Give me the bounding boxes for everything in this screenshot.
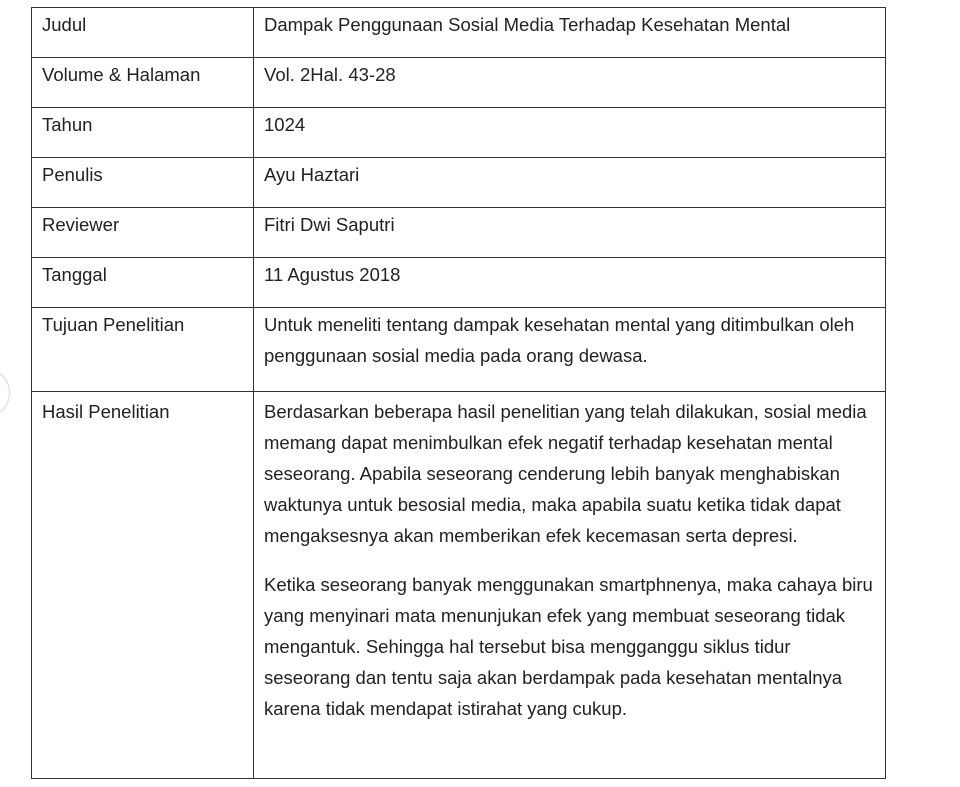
row-label: Tanggal xyxy=(32,258,254,308)
table-row-reviewer xyxy=(32,208,886,258)
table-row-tujuan-penelitian xyxy=(32,308,886,392)
row-value: Fitri Dwi Saputri xyxy=(254,208,886,258)
row-label: Tahun xyxy=(32,108,254,158)
result-paragraph: Berdasarkan beberapa hasil penelitian yang telah dilakukan, sosial media memang dapat menimbulkan efek negatif terhadap kesehatan mental seseorang. Apabila seseorang cenderung lebih banyak menghabiskan waktunya untuk besosial media, maka apabila suatu ketika tidak dapat mengaksesnya akan memberikan efek kecemasan serta depresi. xyxy=(264,401,867,546)
row-value: 1024 xyxy=(254,108,886,158)
row-label: Hasil Penelitian xyxy=(32,392,254,779)
row-label: Reviewer xyxy=(32,208,254,258)
journal-review-table xyxy=(31,7,886,779)
row-value: Untuk meneliti tentang dampak kesehatan mental yang ditimbulkan oleh penggunaan sosial media pada orang dewasa. xyxy=(254,308,886,392)
row-label: Tujuan Penelitian xyxy=(32,308,254,392)
table-row-penulis xyxy=(32,158,886,208)
row-value: Vol. 2Hal. 43-28 xyxy=(254,58,886,108)
row-value: 11 Agustus 2018 xyxy=(254,258,886,308)
table-row-hasil-penelitian xyxy=(32,392,886,779)
row-value xyxy=(254,392,886,779)
table-row-volume xyxy=(32,58,886,108)
table-row-tanggal xyxy=(32,258,886,308)
row-label: Judul xyxy=(32,8,254,58)
table-row-tahun xyxy=(32,108,886,158)
row-label: Penulis xyxy=(32,158,254,208)
row-value: Ayu Haztari xyxy=(254,158,886,208)
edge-circle-control xyxy=(0,370,10,416)
row-label: Volume & Halaman xyxy=(32,58,254,108)
table-row-judul xyxy=(32,8,886,58)
row-value: Dampak Penggunaan Sosial Media Terhadap Kesehatan Mental xyxy=(254,8,886,58)
result-paragraph: Ketika seseorang banyak menggunakan smartphnenya, maka cahaya biru yang menyinari mata menunjukan efek yang membuat seseorang tidak mengantuk. Sehingga hal tersebut bisa mengganggu siklus tidur seseorang dan tentu saja akan berdampak pada kesehatan mentalnya karena tidak mendapat istirahat yang cukup. xyxy=(264,574,873,719)
